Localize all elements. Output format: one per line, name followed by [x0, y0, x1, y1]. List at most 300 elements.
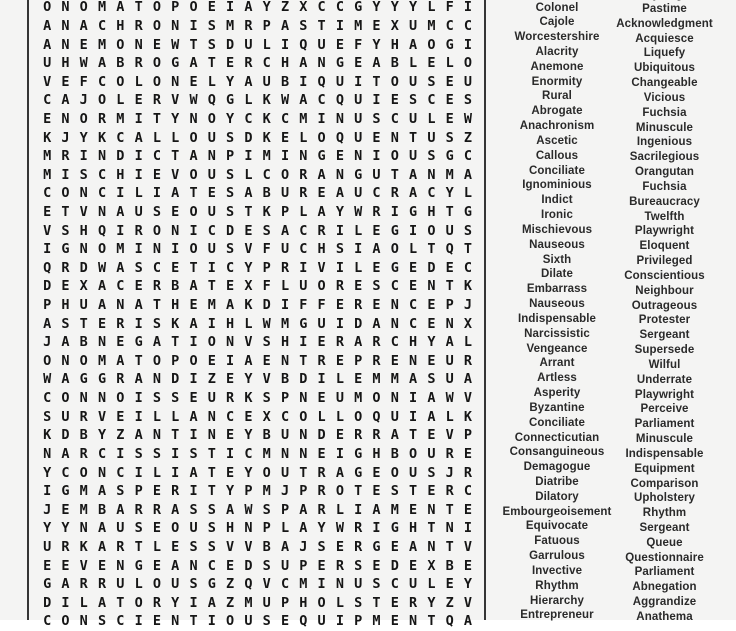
grid-letter[interactable]: S [189, 445, 198, 462]
grid-letter[interactable]: P [280, 390, 290, 407]
grid-letter[interactable]: G [372, 538, 381, 555]
grid-letter[interactable]: A [171, 557, 180, 574]
grid-letter[interactable]: I [317, 576, 326, 593]
grid-letter[interactable]: E [244, 222, 253, 239]
grid-letter[interactable]: E [244, 408, 253, 425]
grid-letter[interactable]: T [445, 501, 454, 518]
grid-letter[interactable]: O [61, 390, 70, 407]
grid-letter[interactable]: D [171, 371, 180, 388]
grid-letter[interactable]: I [299, 259, 308, 276]
grid-letter[interactable]: W [43, 371, 52, 388]
grid-letter[interactable]: S [372, 278, 381, 295]
grid-letter[interactable]: W [280, 92, 290, 109]
grid-letter[interactable]: D [244, 557, 253, 574]
grid-letter[interactable]: A [463, 166, 473, 183]
grid-letter[interactable]: K [244, 390, 253, 407]
grid-letter[interactable]: A [409, 185, 418, 202]
grid-letter[interactable]: L [262, 36, 271, 53]
grid-letter[interactable]: S [335, 241, 344, 258]
grid-letter[interactable]: R [372, 204, 381, 220]
grid-letter[interactable]: R [317, 222, 326, 239]
grid-letter[interactable]: Y [43, 464, 52, 481]
grid-letter[interactable]: C [280, 408, 290, 425]
grid-letter[interactable]: A [409, 166, 418, 183]
grid-letter[interactable]: S [409, 92, 418, 109]
grid-letter[interactable]: I [335, 17, 344, 34]
grid-letter[interactable]: I [409, 390, 418, 407]
grid-letter[interactable]: E [427, 297, 436, 314]
grid-letter[interactable]: E [226, 427, 235, 444]
grid-letter[interactable]: C [390, 110, 399, 127]
grid-letter[interactable]: T [116, 594, 125, 611]
grid-letter-partial[interactable]: O [61, 613, 70, 630]
grid-letter-partial[interactable]: C [43, 613, 52, 630]
grid-letter-partial[interactable]: Q [445, 613, 454, 630]
grid-letter[interactable]: I [299, 334, 308, 351]
grid-letter[interactable]: V [171, 92, 180, 109]
grid-letter[interactable]: S [207, 501, 216, 518]
grid-letter[interactable]: O [152, 17, 161, 34]
grid-letter[interactable]: Y [226, 110, 235, 127]
grid-letter[interactable]: N [43, 445, 52, 462]
grid-letter[interactable]: H [226, 315, 235, 332]
grid-letter[interactable]: A [97, 297, 107, 314]
grid-letter[interactable]: A [134, 129, 143, 146]
grid-letter[interactable]: V [226, 538, 235, 555]
grid-letter[interactable]: C [372, 185, 381, 202]
grid-letter[interactable]: M [79, 501, 88, 518]
grid-letter[interactable]: I [134, 408, 143, 425]
grid-letter[interactable]: P [445, 297, 454, 314]
grid-letter[interactable]: F [79, 73, 88, 90]
grid-letter[interactable]: U [280, 185, 290, 202]
grid-letter[interactable]: H [61, 297, 70, 314]
grid-letter[interactable]: E [409, 259, 418, 276]
grid-letter[interactable]: D [427, 259, 436, 276]
grid-letter[interactable]: Z [116, 427, 125, 444]
grid-letter[interactable]: S [299, 17, 308, 34]
grid-letter[interactable]: I [152, 185, 161, 202]
grid-letter[interactable]: B [445, 557, 454, 574]
grid-letter[interactable]: L [244, 166, 253, 183]
grid-letter[interactable]: O [171, 520, 180, 537]
grid-letter[interactable]: A [226, 297, 235, 314]
grid-letter[interactable]: T [445, 278, 454, 295]
grid-letter[interactable]: P [299, 483, 308, 500]
grid-letter[interactable]: S [116, 483, 125, 500]
grid-letter[interactable]: U [262, 73, 271, 90]
grid-letter[interactable]: E [427, 352, 436, 369]
grid-letter[interactable]: U [207, 166, 216, 183]
grid-letter[interactable]: R [335, 334, 344, 351]
grid-letter[interactable]: P [134, 483, 143, 500]
grid-letter[interactable]: M [79, 483, 88, 500]
grid-letter[interactable]: U [335, 73, 344, 90]
grid-letter[interactable]: P [280, 594, 290, 611]
grid-letter[interactable]: A [61, 334, 70, 351]
grid-letter[interactable]: S [262, 222, 271, 239]
grid-letter[interactable]: A [43, 315, 52, 332]
grid-letter[interactable]: V [463, 390, 473, 407]
grid-letter[interactable]: C [409, 315, 418, 332]
grid-letter[interactable]: N [427, 166, 436, 183]
grid-letter[interactable]: F [262, 278, 271, 295]
grid-letter[interactable]: C [409, 297, 418, 314]
grid-letter[interactable]: E [463, 445, 473, 462]
grid-letter[interactable]: M [354, 390, 363, 407]
grid-letter[interactable]: O [79, 110, 88, 127]
grid-letter[interactable]: O [390, 148, 399, 165]
grid-letter[interactable]: T [207, 483, 216, 500]
grid-letter[interactable]: J [79, 92, 88, 109]
grid-letter[interactable]: C [226, 259, 235, 276]
grid-letter[interactable]: N [427, 278, 436, 295]
grid-letter[interactable]: U [280, 241, 290, 258]
grid-letter[interactable]: G [354, 445, 363, 462]
grid-letter[interactable]: I [171, 241, 180, 258]
grid-letter[interactable]: G [463, 204, 473, 220]
grid-letter[interactable]: P [171, 0, 180, 16]
grid-letter[interactable]: Y [244, 427, 253, 444]
grid-letter[interactable]: Q [317, 73, 326, 90]
grid-letter[interactable]: C [427, 185, 436, 202]
grid-letter[interactable]: N [299, 148, 308, 165]
grid-letter[interactable]: U [189, 520, 198, 537]
grid-letter[interactable]: N [97, 464, 107, 481]
grid-letter[interactable]: E [317, 445, 326, 462]
grid-letter[interactable]: R [445, 445, 454, 462]
grid-letter[interactable]: M [226, 17, 235, 34]
grid-letter[interactable]: W [445, 390, 454, 407]
grid-letter[interactable]: C [445, 17, 454, 34]
grid-letter[interactable]: A [244, 352, 253, 369]
grid-letter-partial[interactable]: N [171, 613, 180, 630]
grid-letter[interactable]: C [116, 464, 125, 481]
grid-letter[interactable]: D [390, 557, 399, 574]
grid-letter[interactable]: R [354, 297, 363, 314]
grid-letter[interactable]: W [463, 110, 473, 127]
grid-letter[interactable]: A [280, 17, 290, 34]
grid-letter[interactable]: U [354, 92, 363, 109]
grid-letter[interactable]: T [152, 297, 161, 314]
grid-letter[interactable]: R [463, 352, 473, 369]
grid-letter[interactable]: O [97, 241, 107, 258]
grid-letter[interactable]: E [409, 278, 418, 295]
grid-letter[interactable]: A [317, 166, 326, 183]
grid-letter[interactable]: N [171, 73, 180, 90]
grid-letter[interactable]: N [445, 315, 454, 332]
grid-letter[interactable]: E [280, 129, 290, 146]
grid-letter[interactable]: O [390, 241, 399, 258]
grid-letter[interactable]: K [463, 278, 473, 295]
grid-letter[interactable]: X [427, 557, 436, 574]
grid-letter[interactable]: C [463, 483, 473, 500]
grid-letter[interactable]: A [244, 0, 253, 16]
grid-letter[interactable]: R [152, 92, 161, 109]
grid-letter[interactable]: S [152, 390, 161, 407]
grid-letter[interactable]: N [97, 334, 107, 351]
grid-letter[interactable]: V [79, 204, 88, 220]
grid-letter[interactable]: Z [226, 576, 235, 593]
grid-letter[interactable]: U [299, 278, 308, 295]
grid-letter[interactable]: X [463, 315, 473, 332]
grid-letter[interactable]: E [409, 501, 418, 518]
grid-letter[interactable]: C [280, 110, 290, 127]
grid-letter[interactable]: Z [280, 0, 290, 16]
grid-letter[interactable]: Y [409, 0, 418, 16]
grid-letter[interactable]: E [152, 166, 161, 183]
grid-letter-partial[interactable]: P [354, 613, 363, 630]
grid-letter[interactable]: A [372, 501, 381, 518]
grid-letter[interactable]: N [171, 222, 180, 239]
grid-letter[interactable]: G [390, 520, 399, 537]
grid-letter[interactable]: T [372, 73, 381, 90]
grid-letter[interactable]: U [280, 427, 290, 444]
grid-letter[interactable]: I [244, 148, 253, 165]
grid-letter-partial[interactable]: N [409, 613, 418, 630]
grid-letter[interactable]: V [262, 576, 271, 593]
grid-letter[interactable]: H [226, 520, 235, 537]
grid-letter[interactable]: A [43, 36, 52, 53]
grid-letter[interactable]: U [317, 315, 326, 332]
grid-letter[interactable]: I [372, 148, 381, 165]
grid-letter[interactable]: C [43, 185, 52, 202]
grid-letter[interactable]: U [79, 297, 88, 314]
grid-letter[interactable]: T [445, 204, 454, 220]
grid-letter[interactable]: I [280, 297, 290, 314]
grid-letter[interactable]: I [372, 520, 381, 537]
grid-letter[interactable]: U [43, 538, 52, 555]
grid-letter[interactable]: H [372, 445, 381, 462]
grid-letter[interactable]: L [207, 73, 216, 90]
grid-letter[interactable]: R [134, 501, 143, 518]
grid-letter[interactable]: O [299, 408, 308, 425]
grid-letter[interactable]: E [372, 557, 381, 574]
grid-letter[interactable]: I [171, 445, 180, 462]
grid-letter[interactable]: S [317, 538, 326, 555]
grid-letter[interactable]: Q [372, 408, 381, 425]
grid-letter[interactable]: V [317, 259, 326, 276]
grid-letter[interactable]: C [280, 576, 290, 593]
grid-letter[interactable]: D [226, 36, 235, 53]
grid-letter[interactable]: S [226, 129, 235, 146]
grid-letter[interactable]: O [79, 464, 88, 481]
grid-letter[interactable]: J [43, 501, 52, 518]
grid-letter[interactable]: L [463, 185, 473, 202]
grid-letter[interactable]: R [390, 185, 399, 202]
grid-letter[interactable]: V [244, 241, 253, 258]
grid-letter[interactable]: P [171, 352, 180, 369]
grid-letter[interactable]: T [171, 427, 180, 444]
grid-letter[interactable]: F [354, 36, 363, 53]
grid-letter[interactable]: M [262, 148, 271, 165]
grid-letter[interactable]: O [97, 92, 107, 109]
grid-letter[interactable]: A [116, 204, 125, 220]
grid-letter[interactable]: E [427, 483, 436, 500]
grid-letter[interactable]: C [97, 17, 107, 34]
grid-letter[interactable]: E [372, 297, 381, 314]
grid-letter[interactable]: P [280, 501, 290, 518]
grid-letter[interactable]: U [445, 371, 454, 388]
grid-letter[interactable]: G [445, 36, 454, 53]
grid-letter[interactable]: I [335, 222, 344, 239]
grid-letter[interactable]: C [97, 166, 107, 183]
grid-letter[interactable]: I [409, 222, 418, 239]
grid-letter[interactable]: L [463, 334, 473, 351]
grid-letter[interactable]: B [280, 73, 290, 90]
grid-letter[interactable]: N [134, 36, 143, 53]
grid-letter[interactable]: U [317, 36, 326, 53]
grid-letter[interactable]: M [390, 501, 399, 518]
grid-letter[interactable]: R [445, 483, 454, 500]
grid-letter[interactable]: U [372, 166, 381, 183]
grid-letter[interactable]: I [43, 241, 52, 258]
grid-letter[interactable]: E [207, 185, 216, 202]
grid-letter[interactable]: U [354, 185, 363, 202]
grid-letter[interactable]: O [61, 185, 70, 202]
grid-letter[interactable]: O [116, 36, 125, 53]
grid-letter[interactable]: O [317, 278, 326, 295]
grid-letter[interactable]: U [43, 55, 52, 72]
grid-letter[interactable]: O [79, 352, 88, 369]
grid-letter[interactable]: G [354, 0, 363, 16]
grid-letter[interactable]: A [299, 501, 308, 518]
grid-letter[interactable]: P [299, 557, 308, 574]
grid-letter[interactable]: W [262, 315, 271, 332]
grid-letter[interactable]: G [43, 576, 52, 593]
grid-letter[interactable]: S [134, 445, 143, 462]
grid-letter[interactable]: E [317, 390, 326, 407]
grid-letter[interactable]: R [354, 427, 363, 444]
grid-letter[interactable]: L [152, 408, 161, 425]
grid-letter[interactable]: I [189, 427, 198, 444]
grid-letter[interactable]: C [97, 185, 107, 202]
grid-letter[interactable]: M [372, 371, 381, 388]
grid-letter-partial[interactable]: C [116, 613, 125, 630]
grid-letter[interactable]: L [427, 110, 436, 127]
grid-letter[interactable]: D [354, 315, 363, 332]
grid-letter[interactable]: R [79, 576, 88, 593]
grid-letter[interactable]: E [226, 278, 235, 295]
grid-letter[interactable]: N [152, 427, 161, 444]
grid-letter[interactable]: Y [226, 73, 235, 90]
grid-letter[interactable]: E [262, 352, 271, 369]
grid-letter[interactable]: E [427, 55, 436, 72]
grid-letter[interactable]: N [445, 520, 454, 537]
grid-letter[interactable]: I [335, 445, 344, 462]
grid-letter[interactable]: T [134, 0, 143, 16]
grid-letter[interactable]: E [335, 36, 344, 53]
grid-letter[interactable]: C [97, 445, 107, 462]
grid-letter[interactable]: I [61, 166, 70, 183]
grid-letter[interactable]: M [445, 166, 454, 183]
grid-letter[interactable]: N [61, 110, 70, 127]
grid-letter[interactable]: N [427, 501, 436, 518]
grid-letter[interactable]: C [97, 73, 107, 90]
grid-letter[interactable]: O [207, 110, 216, 127]
grid-letter[interactable]: S [207, 538, 216, 555]
grid-letter[interactable]: D [61, 427, 70, 444]
grid-letter[interactable]: I [189, 17, 198, 34]
grid-letter[interactable]: O [152, 73, 161, 90]
grid-letter[interactable]: A [299, 520, 308, 537]
grid-letter[interactable]: T [207, 464, 216, 481]
grid-letter[interactable]: T [189, 36, 198, 53]
grid-letter[interactable]: G [207, 576, 216, 593]
grid-letter[interactable]: T [409, 427, 418, 444]
grid-letter[interactable]: Z [445, 594, 454, 611]
grid-letter[interactable]: L [171, 129, 180, 146]
grid-letter[interactable]: I [354, 73, 363, 90]
grid-letter[interactable]: E [317, 557, 326, 574]
grid-letter[interactable]: S [226, 166, 235, 183]
grid-letter[interactable]: J [43, 334, 52, 351]
grid-letter[interactable]: J [61, 129, 70, 146]
grid-letter[interactable]: L [427, 0, 436, 16]
grid-letter[interactable]: N [280, 445, 290, 462]
grid-letter[interactable]: U [354, 576, 363, 593]
grid-letter[interactable]: I [171, 464, 180, 481]
grid-letter[interactable]: E [189, 73, 198, 90]
grid-letter[interactable]: W [171, 36, 180, 53]
grid-letter[interactable]: R [280, 259, 290, 276]
grid-letter[interactable]: M [116, 110, 125, 127]
grid-letter[interactable]: I [189, 222, 198, 239]
grid-letter[interactable]: N [97, 204, 107, 220]
grid-letter[interactable]: L [152, 538, 161, 555]
grid-letter[interactable]: E [226, 55, 235, 72]
grid-letter[interactable]: R [61, 538, 70, 555]
grid-letter[interactable]: U [409, 17, 418, 34]
grid-letter[interactable]: L [335, 501, 344, 518]
grid-letter[interactable]: A [97, 55, 107, 72]
grid-letter[interactable]: A [97, 483, 107, 500]
grid-letter[interactable]: T [134, 352, 143, 369]
grid-letter[interactable]: W [354, 204, 363, 220]
grid-letter[interactable]: E [171, 538, 180, 555]
grid-letter[interactable]: A [79, 17, 88, 34]
grid-letter[interactable]: S [207, 17, 216, 34]
grid-letter[interactable]: M [427, 17, 436, 34]
grid-letter[interactable]: E [134, 278, 143, 295]
grid-letter[interactable]: A [427, 390, 436, 407]
grid-letter[interactable]: X [262, 408, 271, 425]
grid-letter-partial[interactable]: Q [299, 613, 308, 630]
grid-letter[interactable]: E [152, 36, 161, 53]
grid-letter[interactable]: E [445, 110, 454, 127]
grid-letter[interactable]: R [244, 17, 253, 34]
grid-letter[interactable]: O [463, 55, 473, 72]
grid-letter[interactable]: C [61, 464, 70, 481]
grid-letter[interactable]: N [116, 557, 125, 574]
grid-letter[interactable]: S [262, 501, 271, 518]
grid-letter[interactable]: Q [207, 92, 216, 109]
grid-letter[interactable]: N [409, 352, 418, 369]
grid-letter[interactable]: E [61, 501, 70, 518]
grid-letter[interactable]: I [43, 483, 52, 500]
grid-letter[interactable]: S [189, 538, 198, 555]
grid-letter[interactable]: Q [335, 92, 344, 109]
grid-letter[interactable]: W [189, 92, 198, 109]
grid-letter[interactable]: A [372, 315, 381, 332]
grid-letter[interactable]: E [207, 0, 216, 16]
grid-letter[interactable]: E [226, 557, 235, 574]
grid-letter[interactable]: X [79, 278, 88, 295]
grid-letter[interactable]: A [372, 55, 381, 72]
grid-letter-partial[interactable]: A [463, 613, 473, 630]
grid-letter[interactable]: L [152, 464, 161, 481]
grid-letter[interactable]: E [43, 557, 52, 574]
